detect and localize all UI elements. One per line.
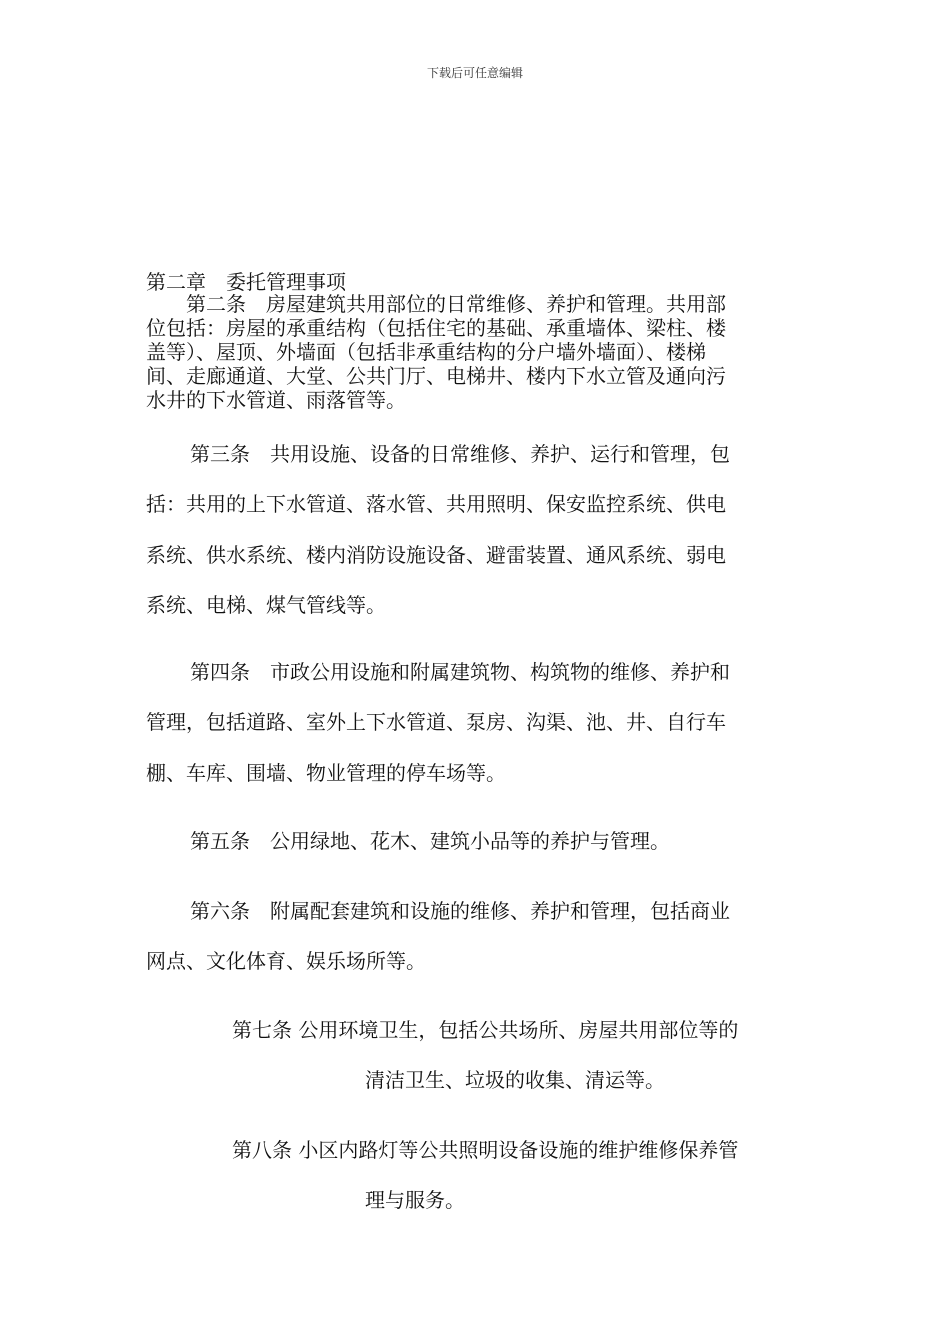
- article-7-line: 第七条 公用环境卫生，包括公共场所、房屋共用部位等的: [232, 1018, 739, 1042]
- chapter-title: 第二章 委托管理事项: [146, 270, 346, 294]
- article-8-line: 第八条 小区内路灯等公共照明设备设施的维护维修保养管: [232, 1138, 739, 1162]
- article-3-line: 系统、电梯、煤气管线等。: [146, 593, 386, 617]
- article-6-line: 第六条 附属配套建筑和设施的维修、养护和管理，包括商业: [190, 899, 730, 923]
- article-4-line: 管理，包括道路、室外上下水管道、泵房、沟渠、池、井、自行车: [146, 710, 726, 734]
- article-6-line: 网点、文化体育、娱乐场所等。: [146, 949, 426, 973]
- article-2-line: 位包括：房屋的承重结构（包括住宅的基础、承重墙体、梁柱、楼: [146, 316, 726, 340]
- article-8-line: 理与服务。: [365, 1188, 465, 1212]
- article-2-line: 间、走廊通道、大堂、公共门厅、电梯井、楼内下水立管及通向污: [146, 364, 726, 388]
- article-7-line: 清洁卫生、垃圾的收集、清运等。: [365, 1068, 665, 1092]
- article-3-line: 第三条 共用设施、设备的日常维修、养护、运行和管理，包: [190, 442, 730, 466]
- article-3-line: 系统、供水系统、楼内消防设施设备、避雷装置、通风系统、弱电: [146, 543, 726, 567]
- article-2: [146, 292, 806, 412]
- article-5-line: 第五条 公用绿地、花木、建筑小品等的养护与管理。: [190, 829, 670, 853]
- article-3-line: 括：共用的上下水管道、落水管、共用照明、保安监控系统、供电: [146, 492, 726, 516]
- article-4-line: 第四条 市政公用设施和附属建筑物、构筑物的维修、养护和: [190, 660, 730, 684]
- article-2-line: 第二条 房屋建筑共用部位的日常维修、养护和管理。共用部: [146, 292, 726, 316]
- article-4-line: 棚、车库、围墙、物业管理的停车场等。: [146, 761, 506, 785]
- article-2-line: 水井的下水管道、雨落管等。: [146, 388, 406, 412]
- article-2-line: 盖等）、屋顶、外墙面（包括非承重结构的分户墙外墙面）、楼梯: [146, 340, 706, 364]
- page-header: 下载后可任意编辑: [426, 66, 523, 80]
